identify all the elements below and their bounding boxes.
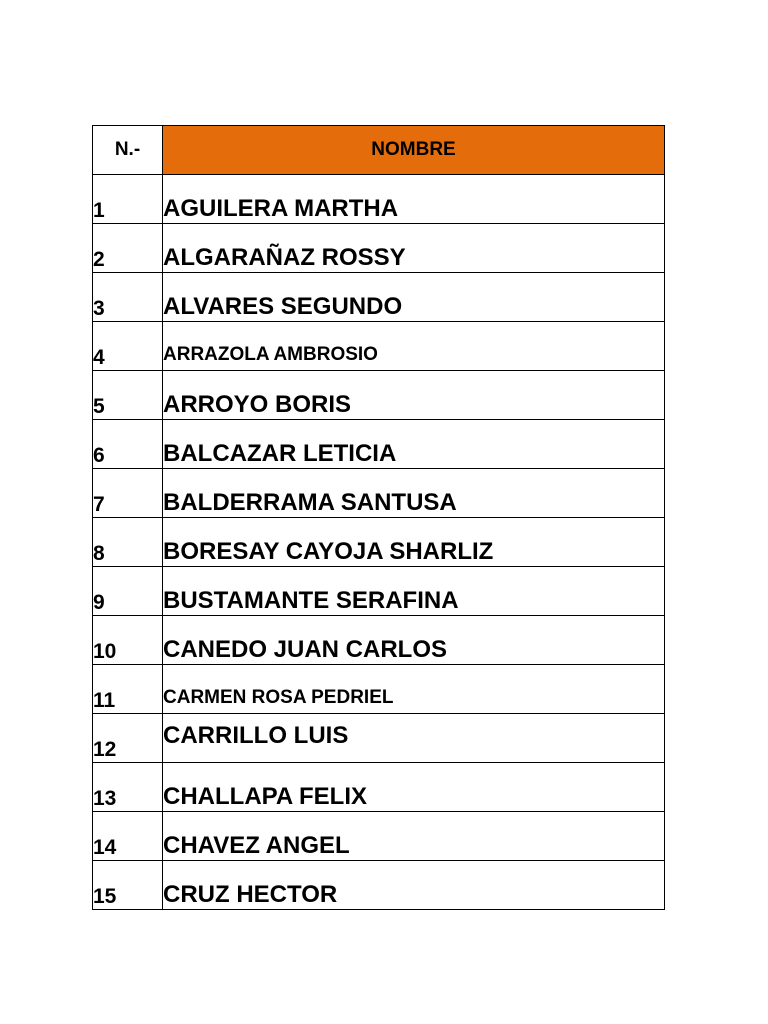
row-name: CHALLAPA FELIX	[163, 763, 665, 812]
row-name: AGUILERA MARTHA	[163, 175, 665, 224]
row-name: CHAVEZ ANGEL	[163, 812, 665, 861]
table-row	[93, 567, 665, 616]
row-number: 10	[93, 616, 163, 665]
row-number: 7	[93, 469, 163, 518]
row-name: ARROYO BORIS	[163, 371, 665, 420]
row-name: ALVARES SEGUNDO	[163, 273, 665, 322]
row-name: BORESAY CAYOJA SHARLIZ	[163, 518, 665, 567]
table-row	[93, 322, 665, 371]
table-row	[93, 420, 665, 469]
row-name: BALDERRAMA SANTUSA	[163, 469, 665, 518]
table-row	[93, 273, 665, 322]
row-number: 14	[93, 812, 163, 861]
table-row	[93, 861, 665, 910]
row-number: 12	[93, 714, 163, 763]
name-list-table	[92, 125, 665, 910]
row-name: ARRAZOLA AMBROSIO	[163, 322, 665, 371]
row-name: BALCAZAR LETICIA	[163, 420, 665, 469]
table-row	[93, 518, 665, 567]
row-number: 11	[93, 665, 163, 714]
row-number: 15	[93, 861, 163, 910]
header-row	[93, 126, 665, 175]
table-row	[93, 812, 665, 861]
table-row	[93, 714, 665, 763]
row-name: ALGARAÑAZ ROSSY	[163, 224, 665, 273]
name-column-header: NOMBRE	[163, 126, 665, 175]
number-column-header: N.-	[93, 126, 163, 175]
row-name: CARRILLO LUIS	[163, 714, 665, 763]
table-row	[93, 665, 665, 714]
row-number: 6	[93, 420, 163, 469]
row-number: 8	[93, 518, 163, 567]
row-name: CRUZ HECTOR	[163, 861, 665, 910]
row-name: BUSTAMANTE SERAFINA	[163, 567, 665, 616]
row-number: 4	[93, 322, 163, 371]
table-row	[93, 763, 665, 812]
table-row	[93, 616, 665, 665]
row-number: 3	[93, 273, 163, 322]
table-row	[93, 371, 665, 420]
table-row	[93, 469, 665, 518]
row-number: 9	[93, 567, 163, 616]
row-number: 5	[93, 371, 163, 420]
row-number: 2	[93, 224, 163, 273]
table-row	[93, 224, 665, 273]
row-name: CARMEN ROSA PEDRIEL	[163, 665, 665, 714]
row-name: CANEDO JUAN CARLOS	[163, 616, 665, 665]
row-number: 1	[93, 175, 163, 224]
row-number: 13	[93, 763, 163, 812]
table-row	[93, 175, 665, 224]
